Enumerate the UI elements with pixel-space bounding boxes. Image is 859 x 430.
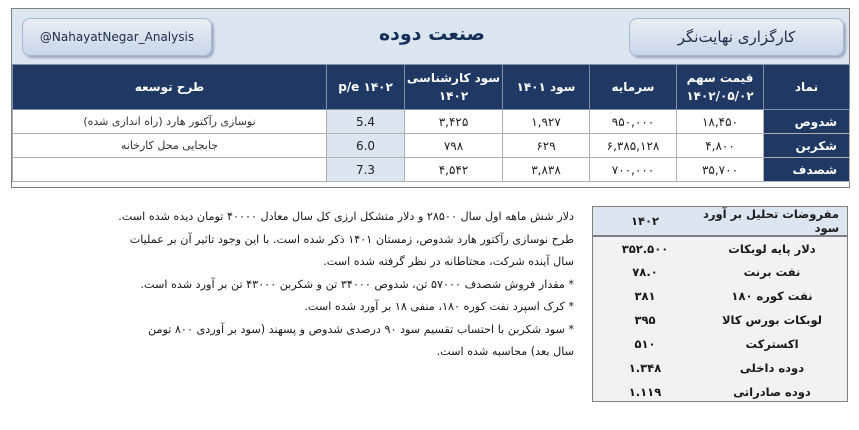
cell-profit-1402: ۳,۴۲۵ (405, 110, 503, 134)
cell-profit-1402: ۷۹۸ (405, 134, 503, 158)
assumption-label: اکسترکت (745, 337, 799, 351)
title-bar (12, 9, 849, 64)
cell-profit-1401: ۶۲۹ (503, 134, 590, 158)
col-header-profit-1402: سود کارشناسی ۱۴۰۲ (405, 65, 503, 110)
assumption-value: ۷۸.۰ (632, 265, 658, 279)
assumptions-year: ۱۴۰۲ (593, 207, 697, 236)
assumptions-header-row (593, 207, 847, 236)
assumptions-panel (592, 206, 848, 402)
assumption-label: دلار پایه لوبکات (728, 241, 816, 256)
assumption-value: ۱.۳۴۸ (628, 361, 662, 375)
summary-panel (11, 8, 850, 188)
note-line: * سود شکربن با احتساب تقسیم سود ۹۰ درصدی شدوص و پسهند (سود بر آوردی ۸۰۰ تومن (147, 322, 574, 336)
assumption-row (593, 284, 847, 308)
assumption-label: لوبکات بورس کالا (721, 313, 822, 327)
assumptions-title: مفروضات تحلیل بر آورد سود (697, 207, 847, 236)
cell-pe: 7.3 (327, 158, 405, 182)
cell-symbol: شصدف (764, 158, 850, 182)
col-header-capital: سرمایه (590, 65, 677, 110)
cell-plan: جابجایی محل کارخانه (13, 134, 327, 158)
col-header-symbol: نماد (764, 65, 850, 110)
stocks-table (12, 64, 850, 182)
assumption-row (593, 356, 847, 380)
col-header-price: قیمت سهم ۱۴۰۲/۰۵/۰۲ (677, 65, 764, 110)
cell-pe: 6.0 (327, 134, 405, 158)
assumption-label: نفت کوره ۱۸۰ (731, 289, 813, 303)
cell-pe: 5.4 (327, 110, 405, 134)
col-header-pe: p/e ۱۴۰۲ (327, 65, 405, 110)
assumption-label: دوده داخلی (739, 361, 805, 375)
assumption-value: ۳۹۵ (634, 313, 656, 327)
page-title: صنعت دوده (378, 23, 486, 45)
assumption-notes (26, 206, 574, 364)
assumption-value: ۳۵۲.۵۰۰ (621, 241, 669, 256)
note-line: سال آینده شرکت، محتاطانه در نظر گرفته شده است. (323, 255, 574, 268)
cell-capital: ۶,۳۸۵,۱۲۸ (590, 134, 677, 158)
note-line: * مقدار فروش شصدف ۵۷۰۰۰ تن، شدوص ۳۴۰۰۰ تن و شکربن ۴۳۰۰۰ تن بر آورد شده است. (140, 277, 574, 291)
table-row (13, 158, 850, 182)
col-header-profit-1401: سود ۱۴۰۱ (503, 65, 590, 110)
table-header-row (13, 65, 850, 110)
cell-profit-1401: ۳,۸۳۸ (503, 158, 590, 182)
assumption-value: ۵۱۰ (634, 337, 656, 351)
assumption-row (593, 308, 847, 332)
assumptions-table (593, 207, 847, 404)
note-line: سال بعد) محاسبه شده است. (436, 345, 574, 358)
cell-price: ۴,۸۰۰ (677, 134, 764, 158)
assumption-row (593, 332, 847, 356)
cell-plan: نوسازی رآکتور هارد (راه اندازی شده) (13, 110, 327, 134)
handle-badge: @NahayatNegar_Analysis (22, 18, 212, 56)
brand-badge: کارگزاری نهایت‌نگر (629, 18, 844, 56)
assumption-value: ۳۸۱ (634, 289, 656, 303)
cell-plan (13, 158, 327, 182)
cell-price: ۱۸,۴۵۰ (677, 110, 764, 134)
cell-profit-1401: ۱,۹۲۷ (503, 110, 590, 134)
assumption-row (593, 236, 847, 260)
assumption-row (593, 260, 847, 284)
note-line: دلار شش ماهه اول سال ۲۸۵۰۰ و دلار متشکل ارزی کل سال معادل ۴۰۰۰۰ تومان دیده شده است. (118, 210, 574, 223)
assumption-label: دوده صادراتی (733, 385, 811, 399)
table-row (13, 134, 850, 158)
cell-symbol: شدوص (764, 110, 850, 134)
cell-capital: ۷۰۰,۰۰۰ (590, 158, 677, 182)
cell-capital: ۹۵۰,۰۰۰ (590, 110, 677, 134)
col-header-plan: طرح توسعه (13, 65, 327, 110)
assumption-row (593, 380, 847, 404)
cell-symbol: شکربن (764, 134, 850, 158)
note-line: * کرک اسپرد نفت کوره ۱۸۰، منفی ۱۸ بر آورد شده است. (304, 300, 574, 313)
cell-profit-1402: ۴,۵۴۲ (405, 158, 503, 182)
table-row (13, 110, 850, 134)
cell-price: ۳۵,۷۰۰ (677, 158, 764, 182)
note-line: طرح نوسازی رآکتور هارد شدوص، زمستان ۱۴۰۱ ذکر شده است. با این وجود تاثیر آن بر عملیات (129, 232, 574, 246)
assumption-label: نفت برنت (743, 265, 801, 279)
assumption-value: ۱.۱۱۹ (628, 385, 662, 399)
